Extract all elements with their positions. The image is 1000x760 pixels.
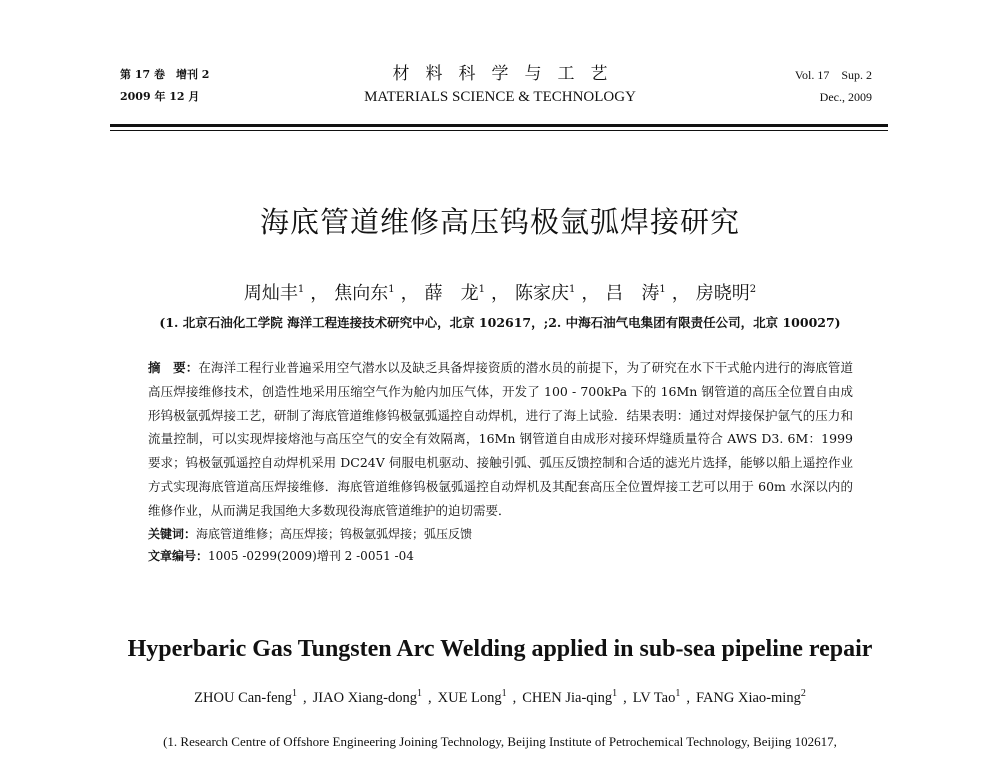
author-separator: , bbox=[303, 689, 307, 706]
keywords-label: 关键词： bbox=[148, 526, 197, 541]
author-affil-mark: 1 bbox=[478, 284, 485, 295]
author-affil-mark: 1 bbox=[612, 688, 618, 699]
author-cn bbox=[696, 279, 756, 305]
author-separator: ， bbox=[671, 283, 690, 304]
author-affil-mark: 1 bbox=[659, 284, 666, 295]
author-separator: ， bbox=[400, 283, 419, 304]
author-affil-mark: 1 bbox=[297, 284, 305, 295]
author-cn bbox=[334, 279, 394, 305]
article-number-text: 1005 -0299(2009)增刊 2 -0051 -04 bbox=[208, 548, 414, 563]
author-affil-mark: 2 bbox=[749, 284, 757, 295]
author-affil-mark: 1 bbox=[675, 688, 681, 699]
affiliation-en: (1. Research Centre of Offshore Engineering Joining Technology, Beijing Institute of Petrochemical Technology, Beijing 102617, bbox=[163, 734, 837, 749]
author-affil-mark: 1 bbox=[292, 688, 298, 699]
abstract-label: 摘 要： bbox=[148, 360, 199, 375]
journal-name-en: MATERIALS SCIENCE & TECHNOLOGY bbox=[364, 89, 636, 105]
header-rule-thick bbox=[110, 124, 888, 127]
paper-title-cn: 海底管道维修高压钨极氩弧焊接研究 bbox=[259, 205, 740, 239]
author-name: JIAO Xiang-dong bbox=[312, 689, 417, 706]
volume-issue-en: Vol. 17 Sup. 2 bbox=[794, 68, 872, 82]
author-name: ZHOU Can-feng bbox=[194, 689, 293, 706]
author-name: 吕 涛 bbox=[605, 283, 660, 304]
issue-date-en: Dec., 2009 bbox=[819, 90, 872, 104]
author-name: CHEN Jia-qing bbox=[522, 689, 613, 706]
author-separator: ， bbox=[491, 283, 509, 304]
author-name: 周灿丰 bbox=[243, 283, 298, 304]
article-number-line bbox=[148, 545, 853, 567]
abstract-text: 在海洋工程行业普遍采用空气潜水以及缺乏具备焊接资质的潜水员的前提下，为了研究在水下干式舱内进行的海底管道高压焊接维修技术，创造性地采用压缩空气作为舱内加压气体，开发了 100 - 700kPa 下的 16Mn 钢管道的高压全位置自由成形钨极氩弧焊接工艺，研制了海底管道维修钨极氩弧遥控自动焊机，进行了海上试验．结果表明：通过对焊接保护氩气的压力和流量控制，可以实现焊接熔池与高压空气的安全有效隔离，16Mn 钢管道自由成形对接环焊缝质量符合 AWS D3. 6M：1999 要求；钨极氩弧遥控自动焊机采用 DC24V 伺服电机驱动、接触引弧、弧压反馈控制和合适的滤光片选择，能够以船上遥控作业方式实现海底管道高压焊接维修．海底管道维修钨极氩弧遥控自动焊机及其配套高压全位置焊接工艺可以用于 60m 水深以内的维修作业，从而满足我国绝大多数现役海底管道维护的迫切需要． bbox=[148, 360, 853, 518]
author-separator: ， bbox=[581, 283, 600, 304]
author-separator: ， bbox=[310, 283, 329, 304]
abstract-paragraph bbox=[148, 356, 853, 523]
journal-name-cn: 材料科学与工艺 bbox=[392, 64, 624, 84]
volume-issue: 第 17 卷 增刊 2 bbox=[120, 68, 210, 81]
author-name: 房晓明 bbox=[695, 283, 750, 304]
author-separator: , bbox=[512, 689, 517, 706]
volume-info-en bbox=[795, 64, 872, 108]
volume-info bbox=[120, 64, 209, 108]
affiliation-cn: (1. 北京石油化工学院 海洋工程连接技术研究中心，北京 102617，;2. 中海石油气电集团有限责任公司，北京 100027) bbox=[159, 315, 841, 330]
author-en bbox=[522, 688, 617, 707]
author-cn bbox=[244, 279, 304, 305]
author-affil-mark: 1 bbox=[388, 284, 395, 295]
author-affil-mark: 2 bbox=[800, 688, 806, 699]
author-en bbox=[438, 688, 507, 707]
keywords-text: 海底管道维修；高压焊接；钨极氩弧焊接；弧压反馈 bbox=[196, 526, 473, 541]
author-cn bbox=[515, 279, 575, 305]
author-name: 薛 龙 bbox=[424, 283, 479, 304]
author-cn bbox=[425, 279, 485, 305]
author-name: FANG Xiao-ming bbox=[695, 689, 801, 706]
abstract-block bbox=[148, 356, 853, 567]
author-list-cn bbox=[0, 279, 1000, 305]
author-separator: , bbox=[686, 689, 690, 706]
journal-name bbox=[300, 62, 700, 108]
author-name: LV Tao bbox=[632, 689, 676, 706]
author-affil-mark: 1 bbox=[569, 284, 576, 295]
issue-date: 2009 年 12 月 bbox=[120, 90, 200, 103]
article-number-label: 文章编号： bbox=[148, 548, 209, 563]
keywords-line bbox=[148, 523, 853, 545]
author-en bbox=[696, 688, 806, 707]
author-name: XUE Long bbox=[437, 689, 502, 706]
author-list-en bbox=[0, 688, 1000, 707]
author-affil-mark: 1 bbox=[501, 688, 507, 699]
author-separator: , bbox=[427, 689, 432, 706]
author-cn bbox=[605, 279, 665, 305]
paper-title-en: Hyperbaric Gas Tungsten Arc Welding applied in sub-sea pipeline repair bbox=[127, 636, 873, 662]
author-affil-mark: 1 bbox=[416, 688, 422, 699]
author-en bbox=[633, 688, 681, 707]
author-name: 焦向东 bbox=[334, 283, 389, 304]
author-separator: , bbox=[623, 689, 627, 706]
author-en bbox=[194, 688, 297, 707]
header-rule-thin bbox=[110, 130, 888, 131]
author-en bbox=[313, 688, 422, 707]
author-name: 陈家庆 bbox=[515, 283, 569, 304]
journal-header bbox=[0, 62, 1000, 122]
